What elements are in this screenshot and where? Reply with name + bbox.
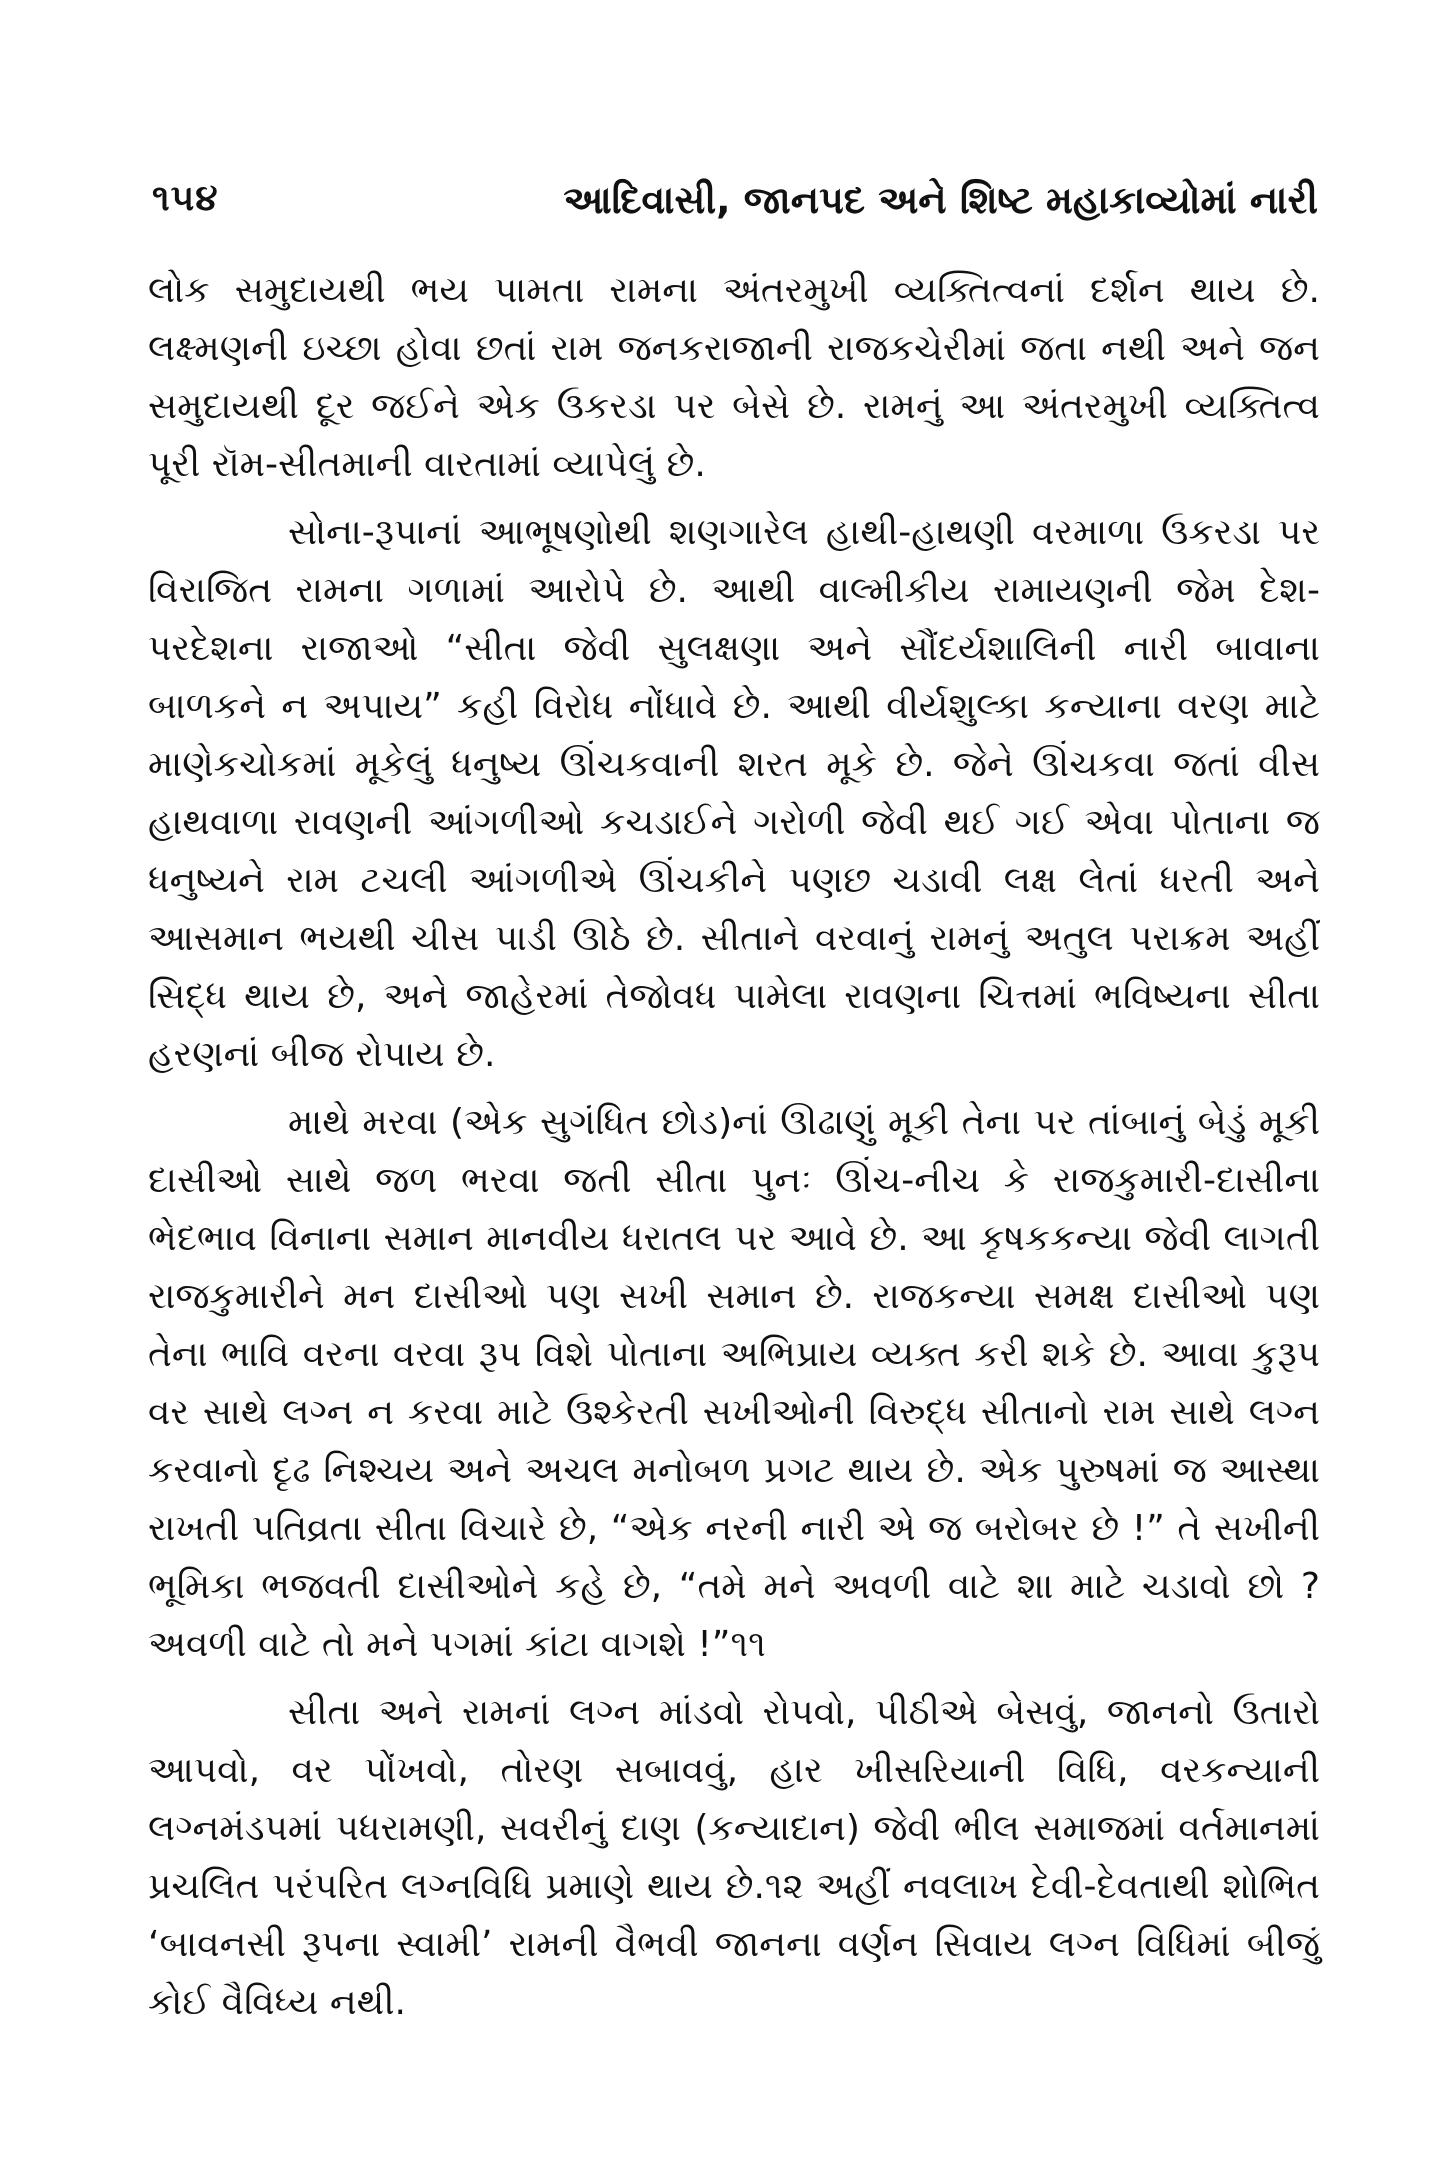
page-number: ૧૫૪ — [152, 178, 219, 219]
page-header — [152, 178, 1318, 238]
paragraph-2: સોના-રૂપાનાં આભૂષણોથી શણગારેલ હાથી-હાથણી વરમાળા ઉકરડા પર વિરાજિત રામના ગળામાં આરોપે છે. આથી વાલ્મીકીય રામાયણની જેમ દેશ-પરદેશના રાજાઓ “સીતા જેવી સુલક્ષણા અને સૌંદર્યશાલિની નારી બાવાના બાળકને ન અપાય” કહી વિરોધ નોંધાવે છે. આથી વીર્યશુલ્કા કન્યાના વરણ માટે માણેકચોકમાં મૂકેલું ધનુષ્ય ઊંચકવાની શરત મૂકે છે. જેને ઊંચકવા જતાં વીસ હાથવાળા રાવણની આંગળીઓ કચડાઈને ગરોળી જેવી થઈ ગઈ એવા પોતાના જ ધનુષ્યને રામ ટચલી આંગળીએ ઊંચકીને પણછ ચડાવી લક્ષ લેતાં ધરતી અને આસમાન ભયથી ચીસ પાડી ઊઠે છે. સીતાને વરવાનું રામનું અતુલ પરાક્રમ અહીં સિદ્ધ થાય છે, અને જાહેરમાં તેજોવધ પામેલા રાવણના ચિત્તમાં ભવિષ્યના સીતા હરણનાં બીજ રોપાય છે. — [148, 512, 1320, 1075]
paragraph-3: માથે મરવા (એક સુગંધિત છોડ)નાં ઊઢાણું મૂકી તેના પર તાંબાનું બેડું મૂકી દાસીઓ સાથે જળ ભરવા જતી સીતા પુનઃ ઊંચ-નીચ કે રાજકુમારી-દાસીના ભેદભાવ વિનાના સમાન માનવીય ધરાતલ પર આવે છે. આ કૃષકકન્યા જેવી લાગતી રાજકુમારીને મન દાસીઓ પણ સખી સમાન છે. રાજકન્યા સમક્ષ દાસીઓ પણ તેના ભાવિ વરના વરવા રૂપ વિશે પોતાના અભિપ્રાય વ્યક્ત કરી શકે છે. આવા કુરૂપ વર સાથે લગ્ન ન કરવા માટે ઉશ્કેરતી સખીઓની વિરુદ્ધ સીતાનો રામ સાથે લગ્ન કરવાનો દૃઢ નિશ્ચય અને અચલ મનોબળ પ્રગટ થાય છે. એક પુરુષમાં જ આસ્થા રાખતી પતિવ્રતા સીતા વિચારે છે, “એક નરની નારી એ જ બરોબર છે !” તે સખીની ભૂમિકા ભજવતી દાસીઓને કહે છે, “તમે મને અવળી વાટે શા માટે ચડાવો છો ? અવળી વાટે તો મને પગમાં કાંટા વાગશે !”૧૧ — [148, 1102, 1320, 1665]
paragraph-1: લોક સમુદાયથી ભય પામતા રામના અંતરમુખી વ્યક્તિત્વનાં દર્શન થાય છે. લક્ષ્મણની ઇચ્છા હોવા છતાં રામ જનકરાજાની રાજકચેરીમાં જતા નથી અને જન સમુદાયથી દૂર જઈને એક ઉકરડા પર બેસે છે. રામનું આ અંતરમુખી વ્યક્તિત્વ પૂરી રૉમ-સીતમાની વારતામાં વ્યાપેલું છે. — [148, 270, 1320, 485]
paragraph-4: સીતા અને રામનાં લગ્ન માંડવો રોપવો, પીઠીએ બેસવું, જાનનો ઉતારો આપવો, વર પોંખવો, તોરણ સબાવવું, હાર ખીસરિયાની વિધિ, વરકન્યાની લગ્નમંડપમાં પધરામણી, સવરીનું દાણ (કન્યાદાન) જેવી ભીલ સમાજમાં વર્તમાનમાં પ્રચલિત પરંપરિત લગ્નવિધિ પ્રમાણે થાય છે.૧૨ અહીં નવલાખ દેવી-દેવતાથી શોભિત ‘બાવનસી રૂપના સ્વામી’ રામની વૈભવી જાનના વર્ણન સિવાય લગ્ન વિધિમાં બીજું કોઈ વૈવિધ્ય નથી. — [148, 1692, 1320, 2023]
body-text — [148, 262, 1320, 2032]
running-title: આદિવાસી, જાનપદ અને શિષ્ટ મહાકાવ્યોમાં નારી — [563, 178, 1318, 222]
